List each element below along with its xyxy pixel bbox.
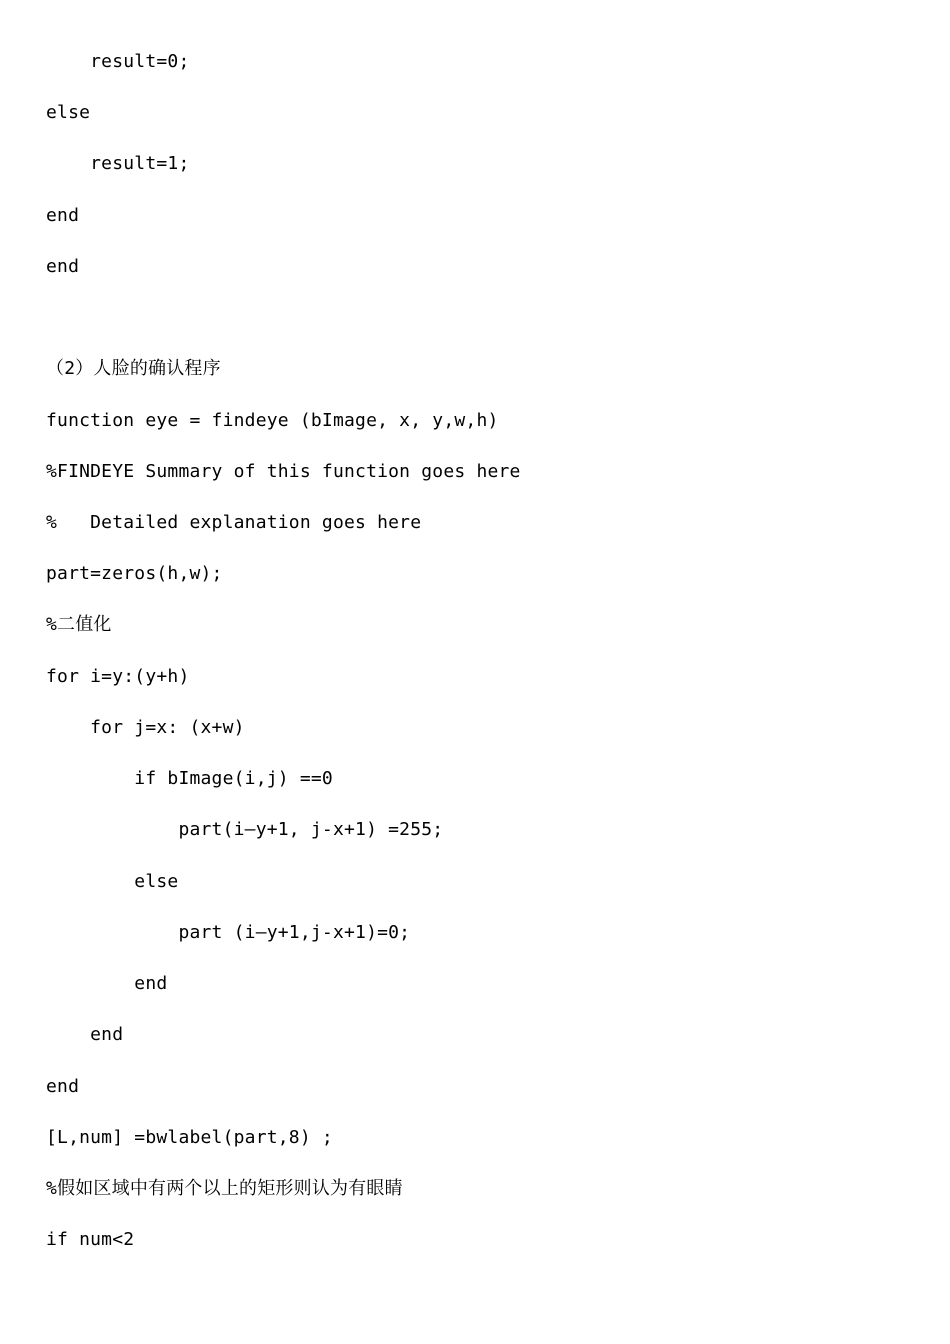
- code-line: result=0;: [46, 51, 190, 72]
- code-line: result=1;: [46, 153, 190, 174]
- code-line: else: [46, 871, 179, 892]
- code-comment: %二值化: [46, 614, 112, 635]
- code-line: for j=x: (x+w): [46, 717, 245, 738]
- code-line: end: [46, 1076, 80, 1097]
- code-comment: %FINDEYE Summary of this function goes here: [46, 461, 521, 482]
- code-line: part=zeros(h,w);: [46, 563, 223, 584]
- code-line: function eye = findeye (bImage, x, y,w,h): [46, 410, 499, 431]
- code-line: end: [46, 1024, 124, 1045]
- section-heading: （2）人脸的确认程序: [46, 358, 221, 379]
- code-line: part (i—y+1,j-x+1)=0;: [46, 922, 411, 943]
- code-line: end: [46, 973, 168, 994]
- code-line: end: [46, 205, 80, 226]
- code-comment: %假如区域中有两个以上的矩形则认为有眼睛: [46, 1178, 403, 1199]
- code-line: if num<2: [46, 1229, 135, 1250]
- code-line: for i=y:(y+h): [46, 666, 190, 687]
- code-comment: % Detailed explanation goes here: [46, 512, 422, 533]
- code-line: if bImage(i,j) ==0: [46, 768, 333, 789]
- code-line: else: [46, 102, 91, 123]
- code-line: [L,num] =bwlabel(part,8) ;: [46, 1127, 333, 1148]
- code-line: part(i—y+1, j-x+1) =255;: [46, 819, 444, 840]
- code-line: end: [46, 256, 80, 277]
